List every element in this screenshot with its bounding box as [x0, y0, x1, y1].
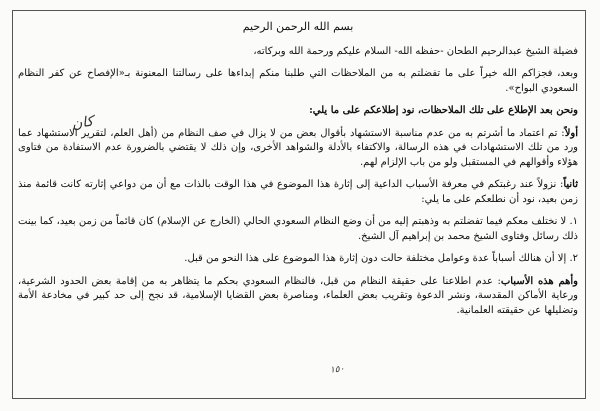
handwritten-signature: ١٥٠	[329, 364, 345, 376]
transition-heading: ونحن بعد الإطلاع على تلك الملاحظات، نود إطلاعكم على ما يلي:	[309, 105, 578, 116]
list-item-one: ١. لا نختلف معكم فيما تفضلتم به وذهبتم إليه من أن وضع النظام السعودي الحالي (الخارج عن الإسلام) كان قائماً من زمن بعيد، كما بينت ذلك رسائل وفتاوى الشيخ محمد بن إبراهيم آل الشيخ.	[18, 216, 578, 242]
point-one	[18, 127, 578, 171]
intro-paragraph: وبعد، فجزاكم الله خيراً على ما تفضلتم به من الملاحظات التي طلبنا منكم إبداءها على رسالتنا المعنونة بـ«الإفصاح عن كفر النظام السعودي البواح».	[18, 68, 578, 94]
point-two	[18, 178, 578, 207]
basmala: بسم الله الرحمن الرحيم	[242, 20, 354, 33]
letter-body	[18, 20, 578, 392]
handwritten-margin-note: كان	[70, 113, 95, 133]
reasons-paragraph	[18, 275, 578, 319]
reasons-text: : عدم اطلاعنا على حقيقة النظام من قبل، فالنظام السعودي بحكم ما يتظاهر به من إقامة بعض الحدود الشرعية، ورعاية الأماكن المقدسة، ونشر الدعوة وتقريب بعض العلماء، ومناصرة بعض القضايا الإسلامية، قد نجح إلى حد كبير في مخادعة الأمة وتضليلها عن حقيقته العلمانية.	[18, 275, 578, 316]
list-item-two: ٢. إلا أن هنالك أسباباً عدة وعوامل مختلفة حالت دون إثارة هذا الموضوع على هذا النحو من قبل.	[184, 253, 578, 264]
point-two-text: : نزولاً عند رغبتكم في معرفة الأسباب الداعية إلى إثارة هذا الموضوع في هذا الوقت بالذات مع أن من دواعي إثارته كانت قائمة منذ زمن بعيد، نود أن نطلعكم على ما يلي:	[18, 179, 578, 205]
point-one-text: : تم اعتماد ما أشرتم به من عدم مناسبة الاستشهاد بأقوال بعض من لا يزال في صف النظام من (أهل العلم، لتقرير الاستشهاد عما ورد من تلك الاستشهادات في هذه الرسالة، والاكتفاء بالأدلة والشواهد الأخرى، وإن ذلك لا يقتضي بالضرورة عدم الاستفادة من فتاوى هؤلاء وأقوالهم في المستقبل ولو من باب الإلزام لهم.	[18, 127, 578, 168]
reasons-lead: وأهم هذه الأسباب	[500, 275, 578, 287]
point-two-label: ثانياً	[563, 179, 578, 190]
point-one-label: أولاً	[564, 127, 578, 139]
salutation: فضيلة الشيخ عبدالرحيم الطحان -حفظه الله- السلام عليكم ورحمة الله وبركاته،	[253, 45, 578, 57]
